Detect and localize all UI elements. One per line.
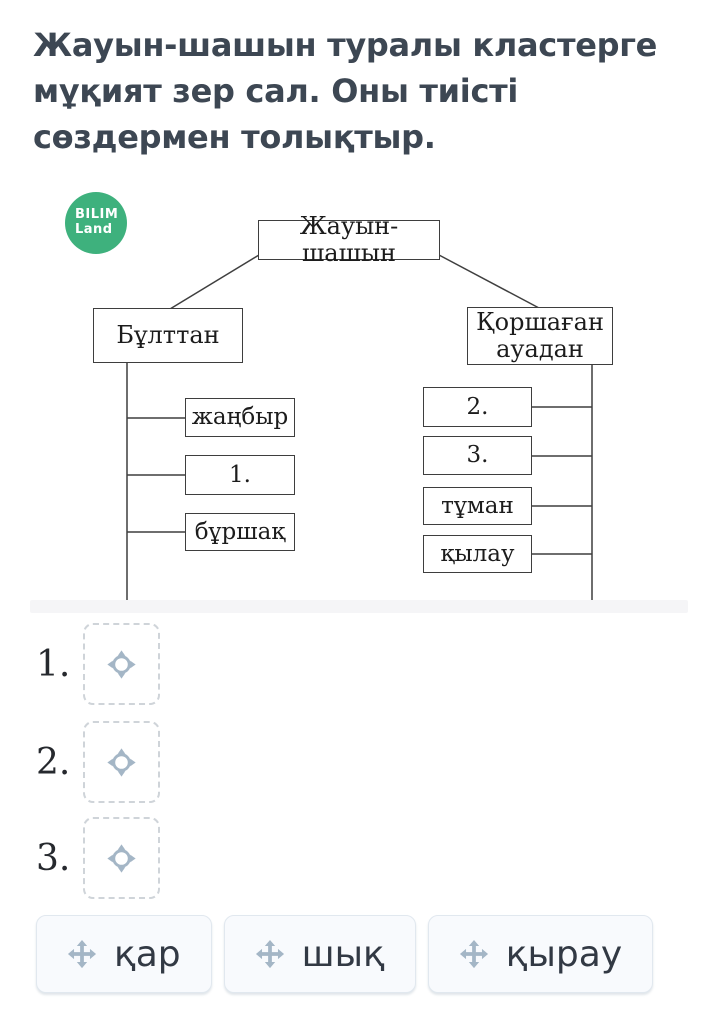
drop-zone-1[interactable] [83,623,160,705]
drag-target-icon [106,747,137,778]
answer-row-1 [36,623,160,705]
node-blank-3: 3. [423,436,532,475]
logo-text [75,207,118,237]
answer-row-3 [36,817,160,899]
logo-text-bilim: BILIM [75,207,119,222]
title-line: Жауын-шашын туралы кластерге [33,26,658,64]
node-root: Жауын-шашын [258,220,440,260]
chip-qyrau[interactable] [428,915,653,993]
page-title [33,22,673,160]
move-icon [67,939,97,969]
node-hail: бұршақ [185,513,295,551]
drag-target-icon [106,843,137,874]
chip-label: қырау [505,933,623,975]
node-rain: жаңбыр [185,398,295,437]
drag-target-icon [106,649,137,680]
node-fog: тұман [423,487,532,525]
logo-text-land: Land [75,222,113,237]
chip-label: қар [114,933,181,975]
zone-number-3: 3. [36,837,71,879]
drop-zone-2[interactable] [83,721,160,803]
image-bottom-bar [30,600,688,613]
node-from-air: Қоршаған ауадан [467,307,613,365]
move-icon [255,939,285,969]
chip-shyq[interactable] [224,915,416,993]
node-from-clouds: Бұлттан [93,308,243,363]
zone-number-2: 2. [36,741,71,783]
chip-label: шық [301,933,385,975]
node-blank-1: 1. [185,455,295,495]
node-blank-2: 2. [423,387,532,427]
answer-row-2 [36,721,160,803]
chip-tray [36,915,653,993]
chip-qar[interactable] [36,915,212,993]
title-line: сөздермен толықтыр. [33,118,436,156]
node-drizzle: қылау [423,535,532,573]
move-icon [459,939,489,969]
drop-zone-3[interactable] [83,817,160,899]
title-line: мұқият зер сал. Оны тиісті [33,72,519,110]
zone-number-1: 1. [36,643,71,685]
bilim-land-logo [65,192,127,254]
